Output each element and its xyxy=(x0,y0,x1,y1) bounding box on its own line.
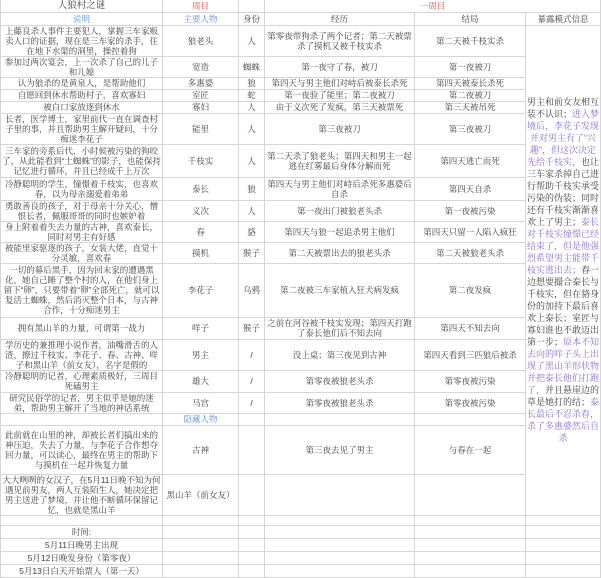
cell-experience[interactable]: 第二天被票出去的狼老头杀 xyxy=(265,242,415,263)
exposure-text: 春一边想要撮合泰长与千枝实，但在貉身份的加持下最后喜欢上泰长；室匠与寡妇谁也不敢迈出第一步； xyxy=(527,265,600,347)
cell-identity[interactable]: / xyxy=(239,392,265,413)
cell-experience[interactable]: 第零夜被狼老头杀 xyxy=(265,370,415,392)
empty-cell[interactable] xyxy=(163,538,239,551)
timeline-cell[interactable]: 5月12日晚发身份（第零夜） xyxy=(1,551,163,564)
exposure-text: 也让三车家杀掉自己进行帮助千枝实承受污染的伪装；同时还有千枝实渐渐喜欢上了男主； xyxy=(527,157,600,227)
cell-description[interactable]: 长者，医学博士，家里前代一直在调查村子里的事，并且帮助男主解开疑问，十分痴迷李花子 xyxy=(1,113,163,144)
empty-cell[interactable] xyxy=(239,525,265,538)
cell-experience[interactable]: 第四天与男主他们对峙后被泰长杀死 xyxy=(265,77,415,89)
cell-identity[interactable]: 蜘蛛 xyxy=(239,56,265,77)
cell-ending[interactable]: 第四天逃亡而死 xyxy=(415,144,526,177)
character-row xyxy=(1,242,601,263)
cell-experience[interactable] xyxy=(265,413,415,425)
cell-description[interactable]: 拥有黑山羊的力量，可谓第一战力 xyxy=(1,317,163,339)
cell-experience[interactable]: 第四天与狼一起追杀男主他们 xyxy=(265,221,415,242)
cell-identity[interactable]: 人 xyxy=(239,25,265,56)
cell-identity[interactable] xyxy=(239,474,265,515)
cell-description[interactable]: 参加过两次宴会，上一次杀了自己的儿子和儿媳 xyxy=(1,56,163,77)
empty-cell[interactable] xyxy=(163,551,239,564)
empty-cell[interactable] xyxy=(163,525,239,538)
character-row xyxy=(1,221,601,242)
empty-cell[interactable] xyxy=(265,551,415,564)
exposure-text-purple: 泰长对千枝实憧憬已经结束了，但是他强烈希望男主能带千枝实逃出去； xyxy=(527,217,600,275)
empty-cell[interactable] xyxy=(526,525,601,538)
cell-description[interactable]: 冷静聪明的记者，心理素质极好，三周目死磕男主 xyxy=(1,370,163,392)
cell-ending[interactable]: 第二夜被刀 xyxy=(415,89,526,101)
cell-ending[interactable]: 第四天只留一人陷入疯狂 xyxy=(415,221,526,242)
cell-description[interactable]: 研究民俗学的记者，男主似乎是她的迷弟，帮助男主解开了当地的神话系统 xyxy=(1,392,163,413)
cell-character-name[interactable]: 咩子 xyxy=(163,317,239,339)
empty-cell[interactable] xyxy=(415,551,526,564)
cell-description[interactable]: 冷静聪明的学生，憧憬着千枝实，也喜欢春，以为母亲溺爱着弟弟 xyxy=(1,177,163,200)
cell-experience[interactable]: 第零夜带狗杀了两个记者；第二天被票杀了摸机又被千枝实杀 xyxy=(265,25,415,56)
cell-character-name[interactable]: 男主 xyxy=(163,339,239,370)
cell-identity[interactable]: 狼 xyxy=(239,77,265,89)
empty-cell[interactable] xyxy=(526,515,601,525)
empty-cell[interactable] xyxy=(239,564,265,577)
character-row xyxy=(1,392,601,413)
cell-ending[interactable] xyxy=(415,413,526,425)
cell-ending[interactable]: 第二天被千枝实杀 xyxy=(415,25,526,56)
character-row xyxy=(1,177,601,200)
cell-ending[interactable]: 第零夜被污染 xyxy=(415,370,526,392)
cell-ending[interactable]: 第三夜被刀 xyxy=(415,113,526,144)
cell-identity[interactable]: 人 xyxy=(239,101,265,113)
cell-character-name[interactable]: 雄大 xyxy=(163,370,239,392)
header-desc[interactable]: 说明 xyxy=(1,12,163,25)
cell-character-name[interactable]: 马宫 xyxy=(163,392,239,413)
empty-cell[interactable] xyxy=(415,564,526,577)
cell-description[interactable]: 此前就在山里的神，却被长者们搞出来的神压迫，失去了力量，与李花子合作想夺回力量，可以读心，最终在男主的帮助下与摸机在一起并恢复力量 xyxy=(1,425,163,474)
character-row xyxy=(1,89,601,101)
cell-character-name[interactable]: 隐藏人物 xyxy=(163,413,239,425)
cell-character-name[interactable]: 黑山羊（前女友） xyxy=(163,474,239,515)
cell-description[interactable]: 自愿回到休水帮助村子，喜欢寡妇 xyxy=(1,89,163,101)
empty-cell[interactable] xyxy=(526,551,601,564)
cell-ending[interactable] xyxy=(415,474,526,515)
character-row xyxy=(1,113,601,144)
empty-cell[interactable] xyxy=(239,515,265,525)
cell-experience[interactable] xyxy=(265,474,415,515)
timeline-row xyxy=(1,551,601,564)
cell-character-name[interactable]: 古神 xyxy=(163,425,239,474)
cell-experience[interactable]: 第一夜验了能里；第二夜被刀 xyxy=(265,89,415,101)
cell-ending[interactable]: 第四天自杀 xyxy=(415,177,526,200)
character-row xyxy=(1,339,601,370)
empty-cell[interactable] xyxy=(526,564,601,577)
cell-ending[interactable]: 第四天不知去向 xyxy=(415,317,526,339)
character-row xyxy=(1,317,601,339)
cell-character-name[interactable]: 摸机 xyxy=(163,242,239,263)
cell-description[interactable]: 身上附着着失去力量的古神，喜欢泰长，同时对男主有好感 xyxy=(1,221,163,242)
cell-experience[interactable]: 没上桌；第三夜见到古神 xyxy=(265,339,415,370)
cell-description[interactable] xyxy=(1,413,163,425)
header-exposure[interactable]: 暴露模式信息 xyxy=(526,12,601,25)
cell-identity[interactable]: 人 xyxy=(239,113,265,144)
character-row xyxy=(1,474,601,515)
cell-experience[interactable]: 第三夜去见了男主 xyxy=(265,425,415,474)
cell-experience[interactable]: 第二天杀了狼老头；第四天和男主一起逃在红雾最后身体分解而死 xyxy=(265,144,415,177)
cell-description[interactable]: 大大咧咧的女汉子，在5月11日晚不知为何遇见前男友，两人互装陌生人，她决定把男主送进了梦境，并让他不断循环保留记忆，也就是黑山羊 xyxy=(2,474,161,515)
character-row xyxy=(1,56,601,77)
cell-experience[interactable]: 之前在河谷被千枝实发现；第四天打跑了泰长他们后不知去向 xyxy=(265,317,415,339)
empty-cell[interactable] xyxy=(415,525,526,538)
timeline-cell[interactable]: 5月13日白天开始票人（第一天） xyxy=(1,564,163,577)
title-row xyxy=(1,0,601,12)
cell-ending[interactable]: 第二夜发疯 xyxy=(415,263,526,317)
timeline-row xyxy=(1,525,601,538)
character-row xyxy=(1,25,601,56)
cell-experience[interactable]: 第零夜被狼老头杀 xyxy=(265,392,415,413)
cell-identity[interactable]: 乌鸦 xyxy=(239,263,265,317)
empty-cell[interactable] xyxy=(265,538,415,551)
cell-description[interactable]: 一切的幕后黑手，因为回末家的遭遇黑化，她自己睡了整个村的人，在他们身上留下“卵”，只要带着“卵”全部死亡，就可以复活土蜘蛛，然后消灭整个日本，与古神合作，十分痴迷男主 xyxy=(1,263,163,317)
cell-experience[interactable]: 第一夜守了春，被刀 xyxy=(265,56,415,77)
empty-cell[interactable] xyxy=(163,564,239,577)
cell-description[interactable]: 勇敢善良的孩子，对于母亲十分关心，憎恨长者，佩服哥哥的同时也嫉妒着 xyxy=(1,200,163,221)
cell-character-name[interactable]: 能里 xyxy=(163,113,239,144)
cell-identity[interactable] xyxy=(239,413,265,425)
cell-identity[interactable]: / xyxy=(239,370,265,392)
exposure-text: 男主和前女友相互装不认识； xyxy=(527,97,600,119)
header-row xyxy=(1,12,601,25)
cell-ending[interactable]: 与春在一起 xyxy=(415,425,526,474)
header-identity[interactable]: 身份 xyxy=(239,12,265,25)
cell-character-name[interactable]: 寡妇 xyxy=(163,101,239,113)
cell-identity[interactable]: 人 xyxy=(239,200,265,221)
cell-ending[interactable]: 第四天看到三匹狼后被杀 xyxy=(415,339,526,370)
cell-character-name[interactable]: 义次 xyxy=(163,200,239,221)
cell-identity[interactable]: 貉 xyxy=(239,221,265,242)
timeline-cell[interactable]: 5月11日晚男主出现 xyxy=(1,538,163,551)
exposure-info-cell[interactable] xyxy=(526,25,601,515)
cell-identity[interactable]: 狼 xyxy=(239,177,265,200)
cell-character-name[interactable]: 多惠婆 xyxy=(163,77,239,89)
exposure-text-purple: 进入梦境后，李花子发现并对男主有了“兴趣”，但这次决定先给千枝实， xyxy=(527,109,600,167)
empty-cell[interactable] xyxy=(1,515,163,525)
cell-identity[interactable]: 猴子 xyxy=(239,317,265,339)
empty-cell[interactable] xyxy=(239,538,265,551)
cell-ending[interactable]: 第一夜被刀 xyxy=(415,56,526,77)
header-experience[interactable]: 经历 xyxy=(265,12,415,25)
character-row xyxy=(1,144,601,177)
cell-identity[interactable]: 人 xyxy=(239,144,265,177)
cell-experience[interactable]: 第四天与男主他们对峙后杀死多惠婆后自杀 xyxy=(265,177,415,200)
character-row xyxy=(1,425,601,474)
character-row xyxy=(1,77,601,89)
exposure-text-purple: 泰长最后不忍杀春，杀了多惠婆然后自杀 xyxy=(527,397,600,443)
cell-character-name[interactable]: 狼老头 xyxy=(163,25,239,56)
cell-ending[interactable]: 第二天被狼老头杀 xyxy=(415,242,526,263)
character-row xyxy=(1,200,601,221)
empty-cell[interactable] xyxy=(163,515,239,525)
header-ending[interactable]: 结局 xyxy=(415,12,526,25)
cell-ending[interactable]: 第四天被泰长杀死 xyxy=(415,77,526,89)
cell-character-name[interactable]: 春 xyxy=(163,221,239,242)
exposure-text-purple: 原本不知去向的咩子头上出现了黑山羊形状物并把泰长他们打跑了， xyxy=(527,337,600,395)
character-row xyxy=(1,263,601,317)
hidden-section-row xyxy=(1,413,601,425)
cell-experience[interactable]: 第二夜被三车家植入狂犬病发疯 xyxy=(265,263,415,317)
cell-ending[interactable]: 第三天被吊死 xyxy=(415,101,526,113)
cell-character-name[interactable]: 宽造 xyxy=(163,56,239,77)
empty-cell[interactable] xyxy=(415,538,526,551)
cell-character-name[interactable]: 千枝实 xyxy=(163,144,239,177)
cell-identity[interactable]: 蛇 xyxy=(239,89,265,101)
character-row xyxy=(1,370,601,392)
cell-experience[interactable]: 第一夜出门被狼老头杀 xyxy=(265,200,415,221)
empty-title-cell[interactable] xyxy=(239,0,265,12)
cell-experience[interactable]: 第三夜被刀 xyxy=(265,113,415,144)
cell-description[interactable]: 认为狼杀的是黄泉人，是帮助他们 xyxy=(1,77,163,89)
cell-description[interactable]: 被能里家驱逐的孩子，女装大佬，直觉十分灵敏，喜欢春 xyxy=(1,242,163,263)
cell-description[interactable]: 被白口家放逐到休水 xyxy=(1,101,163,113)
timeline-cell[interactable]: 时间: xyxy=(1,525,163,538)
timeline-row xyxy=(1,564,601,577)
empty-cell[interactable] xyxy=(239,551,265,564)
cell-identity[interactable]: / xyxy=(239,339,265,370)
cell-character-name[interactable]: 李花子 xyxy=(163,263,239,317)
header-character[interactable]: 主要人物 xyxy=(163,12,239,25)
empty-cell[interactable] xyxy=(265,564,415,577)
cell-identity[interactable]: 猴子 xyxy=(239,242,265,263)
empty-cell[interactable] xyxy=(415,515,526,525)
character-row xyxy=(1,101,601,113)
cell-ending[interactable]: 第零夜被污染 xyxy=(415,392,526,413)
empty-row xyxy=(1,515,601,525)
cell-description[interactable]: 三车家的旁系后代，小时候被污染的狗咬了，从此能看到“土蜘蛛”的影子，也能保持记忆进行循环，并且已经成千上万次 xyxy=(2,145,161,176)
cell-character-name[interactable]: 室匠 xyxy=(163,89,239,101)
timeline-row xyxy=(1,538,601,551)
exposure-text: 并且悬崖边的草是她打的结； xyxy=(527,385,600,407)
sheet-title[interactable]: 人狼村之谜 xyxy=(1,0,163,12)
empty-cell[interactable] xyxy=(265,525,415,538)
empty-cell[interactable] xyxy=(526,538,601,551)
cell-character-name[interactable]: 泰长 xyxy=(163,177,239,200)
cell-ending[interactable]: 第一夜被污染 xyxy=(415,200,526,221)
round1-label[interactable]: 一周目 xyxy=(265,0,601,12)
cell-experience[interactable]: 由于义次死了发疯，第三天被票死 xyxy=(265,101,415,113)
cell-identity[interactable] xyxy=(239,425,265,474)
empty-cell[interactable] xyxy=(265,515,415,525)
cell-description[interactable]: 上藤良杀人事件主要犯人，掌握三车家贩卖人口的证据，现在是三车家的杀手，住在地下水渠的洞里，操控着狗 xyxy=(1,25,163,56)
cell-description[interactable]: 学历史的兼推理小说作者，油嘴滑舌的人渣，撩过千枝实、李花子、春、古神、咩子和黑山羊（前女友），名字是假的 xyxy=(1,339,163,370)
round-label[interactable]: 周目 xyxy=(163,0,239,12)
